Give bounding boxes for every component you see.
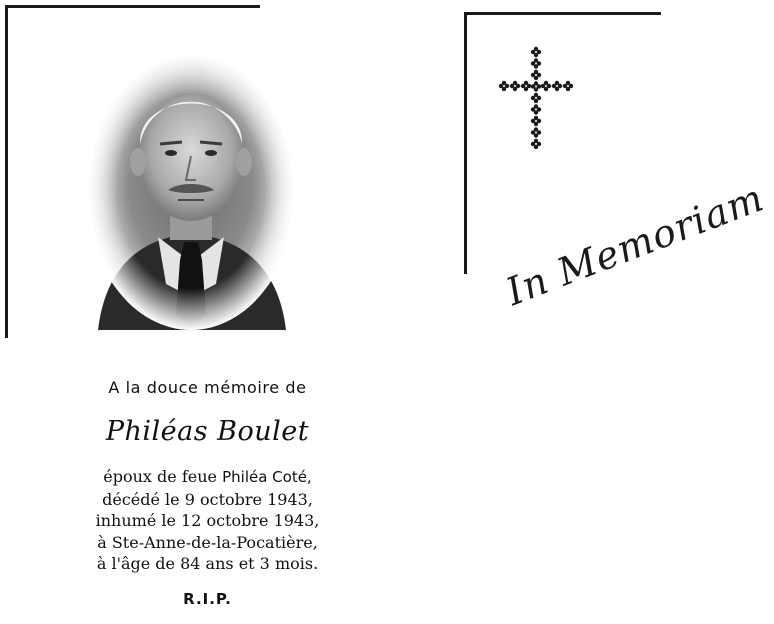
spouse-prefix: époux de feue xyxy=(103,467,223,486)
cross-fleur-mark xyxy=(531,116,541,126)
portrait-photo xyxy=(86,52,296,330)
cross-fleur-mark xyxy=(531,70,541,80)
in-memoriam-title: In Memoriam xyxy=(500,175,770,314)
cross-fleur-mark xyxy=(541,81,551,91)
rip-closing: R.I.P. xyxy=(183,590,232,608)
cross-fleur-mark xyxy=(499,81,509,91)
age-line: à l'âge de 84 ans et 3 mois. xyxy=(96,554,319,573)
death-line: décédé le 9 octobre 1943, xyxy=(102,489,313,509)
cross-fleur-mark xyxy=(531,47,541,57)
cross-fleur-mark xyxy=(531,127,541,137)
biography-details xyxy=(30,466,385,575)
cross-fleur-mark xyxy=(531,139,541,149)
burial-line: inhumé le 12 octobre 1943, xyxy=(95,511,320,530)
cross-fleur-mark xyxy=(531,58,541,68)
fleur-cross-icon xyxy=(498,46,576,150)
cross-fleur-mark xyxy=(531,104,541,114)
cross-fleur-mark xyxy=(563,81,573,91)
cross-fleur-mark xyxy=(531,81,541,91)
deceased-name: Philéas Boulet xyxy=(105,416,310,447)
dedication-line: A la douce mémoire de xyxy=(108,378,307,397)
cross-fleur-mark xyxy=(510,81,520,91)
spouse-name: Philéa Coté, xyxy=(222,468,312,486)
place-line: à Ste-Anne-de-la-Pocatière, xyxy=(97,532,318,552)
cross-fleur-mark xyxy=(521,81,531,91)
spouse-line xyxy=(30,466,385,489)
cross-fleur-mark xyxy=(552,81,562,91)
cross-fleur-mark xyxy=(531,93,541,103)
